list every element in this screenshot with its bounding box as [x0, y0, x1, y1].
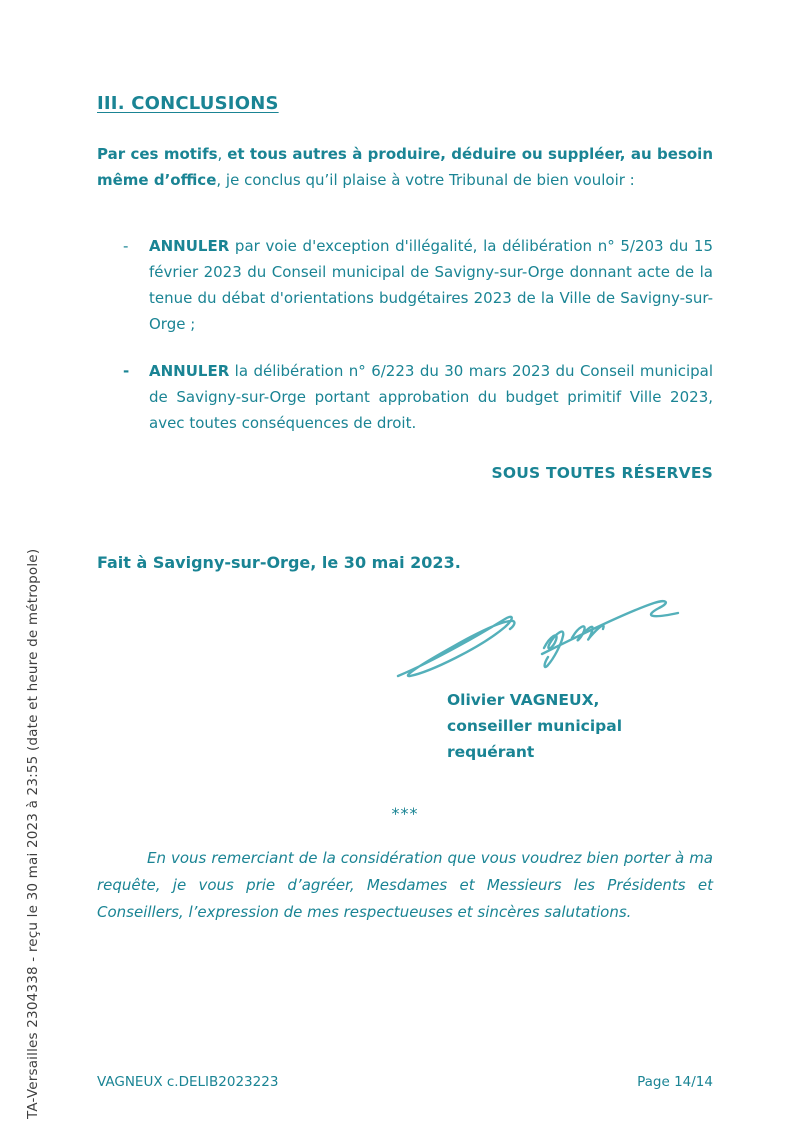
intro-bold-1: Par ces motifs: [97, 145, 218, 163]
signature-image: [392, 588, 684, 686]
bullet-dash: -: [123, 237, 129, 255]
reserves-line: SOUS TOUTES RÉSERVES: [491, 464, 713, 482]
footer-page-number: Page 14/14: [637, 1074, 713, 1090]
list-item-annuler-2: [123, 358, 713, 436]
intro-rest: , je conclus qu’il plaise à votre Tribunal de bien vouloir :: [216, 171, 635, 189]
bullet-text: [149, 358, 713, 436]
bullet-body-text: la délibération n° 6/223 du 30 mars 2023 du Conseil municipal de Savigny-sur-Orge portant approbation du budget primitif Ville 2023, avec toutes conséquences de droit.: [149, 362, 713, 432]
footer-case-reference: VAGNEUX c.DELIB2023223: [97, 1074, 279, 1090]
signatory-role: requérant: [447, 743, 535, 761]
signatory-block: [447, 687, 622, 765]
court-receipt-stamp: TA-Versailles 2304338 - reçu le 30 mai 2023 à 23:55 (date et heure de métropole): [25, 548, 41, 1119]
intro-paragraph: [97, 141, 713, 193]
bullet-text: [149, 233, 713, 337]
intro-sep: ,: [217, 145, 228, 163]
intro-bold-2: et tous autres à produire, déduire ou suppléer, au besoin même d’office: [97, 145, 713, 189]
section-heading: III. CONCLUSIONS: [97, 93, 279, 114]
signatory-name: Olivier VAGNEUX,: [447, 691, 600, 709]
bullet-dash: -: [123, 362, 130, 380]
bullet-body-text: par voie d'exception d'illégalité, la délibération n° 5/203 du 15 février 2023 du Conseil municipal de Savigny-sur-Orge donnant acte de la tenue du débat d'orientations budgétaires 2023 de la Ville de Savigny-sur-Orge ;: [149, 237, 713, 333]
list-item-annuler-1: [123, 233, 713, 337]
closing-paragraph: En vous remerciant de la considération que vous voudrez bien porter à ma requête, je vous prie d’agréer, Mesdames et Messieurs les Présidents et Conseillers, l’expression de mes respectueuses et sincères salutations.: [97, 849, 713, 921]
place-date-line: Fait à Savigny-sur-Orge, le 30 mai 2023.: [97, 553, 461, 572]
conclusions-list: [123, 233, 713, 457]
annuler-keyword: ANNULER: [149, 237, 230, 255]
asterisk-separator: ***: [391, 804, 419, 823]
annuler-keyword: ANNULER: [149, 362, 230, 380]
signatory-title: conseiller municipal: [447, 717, 623, 735]
